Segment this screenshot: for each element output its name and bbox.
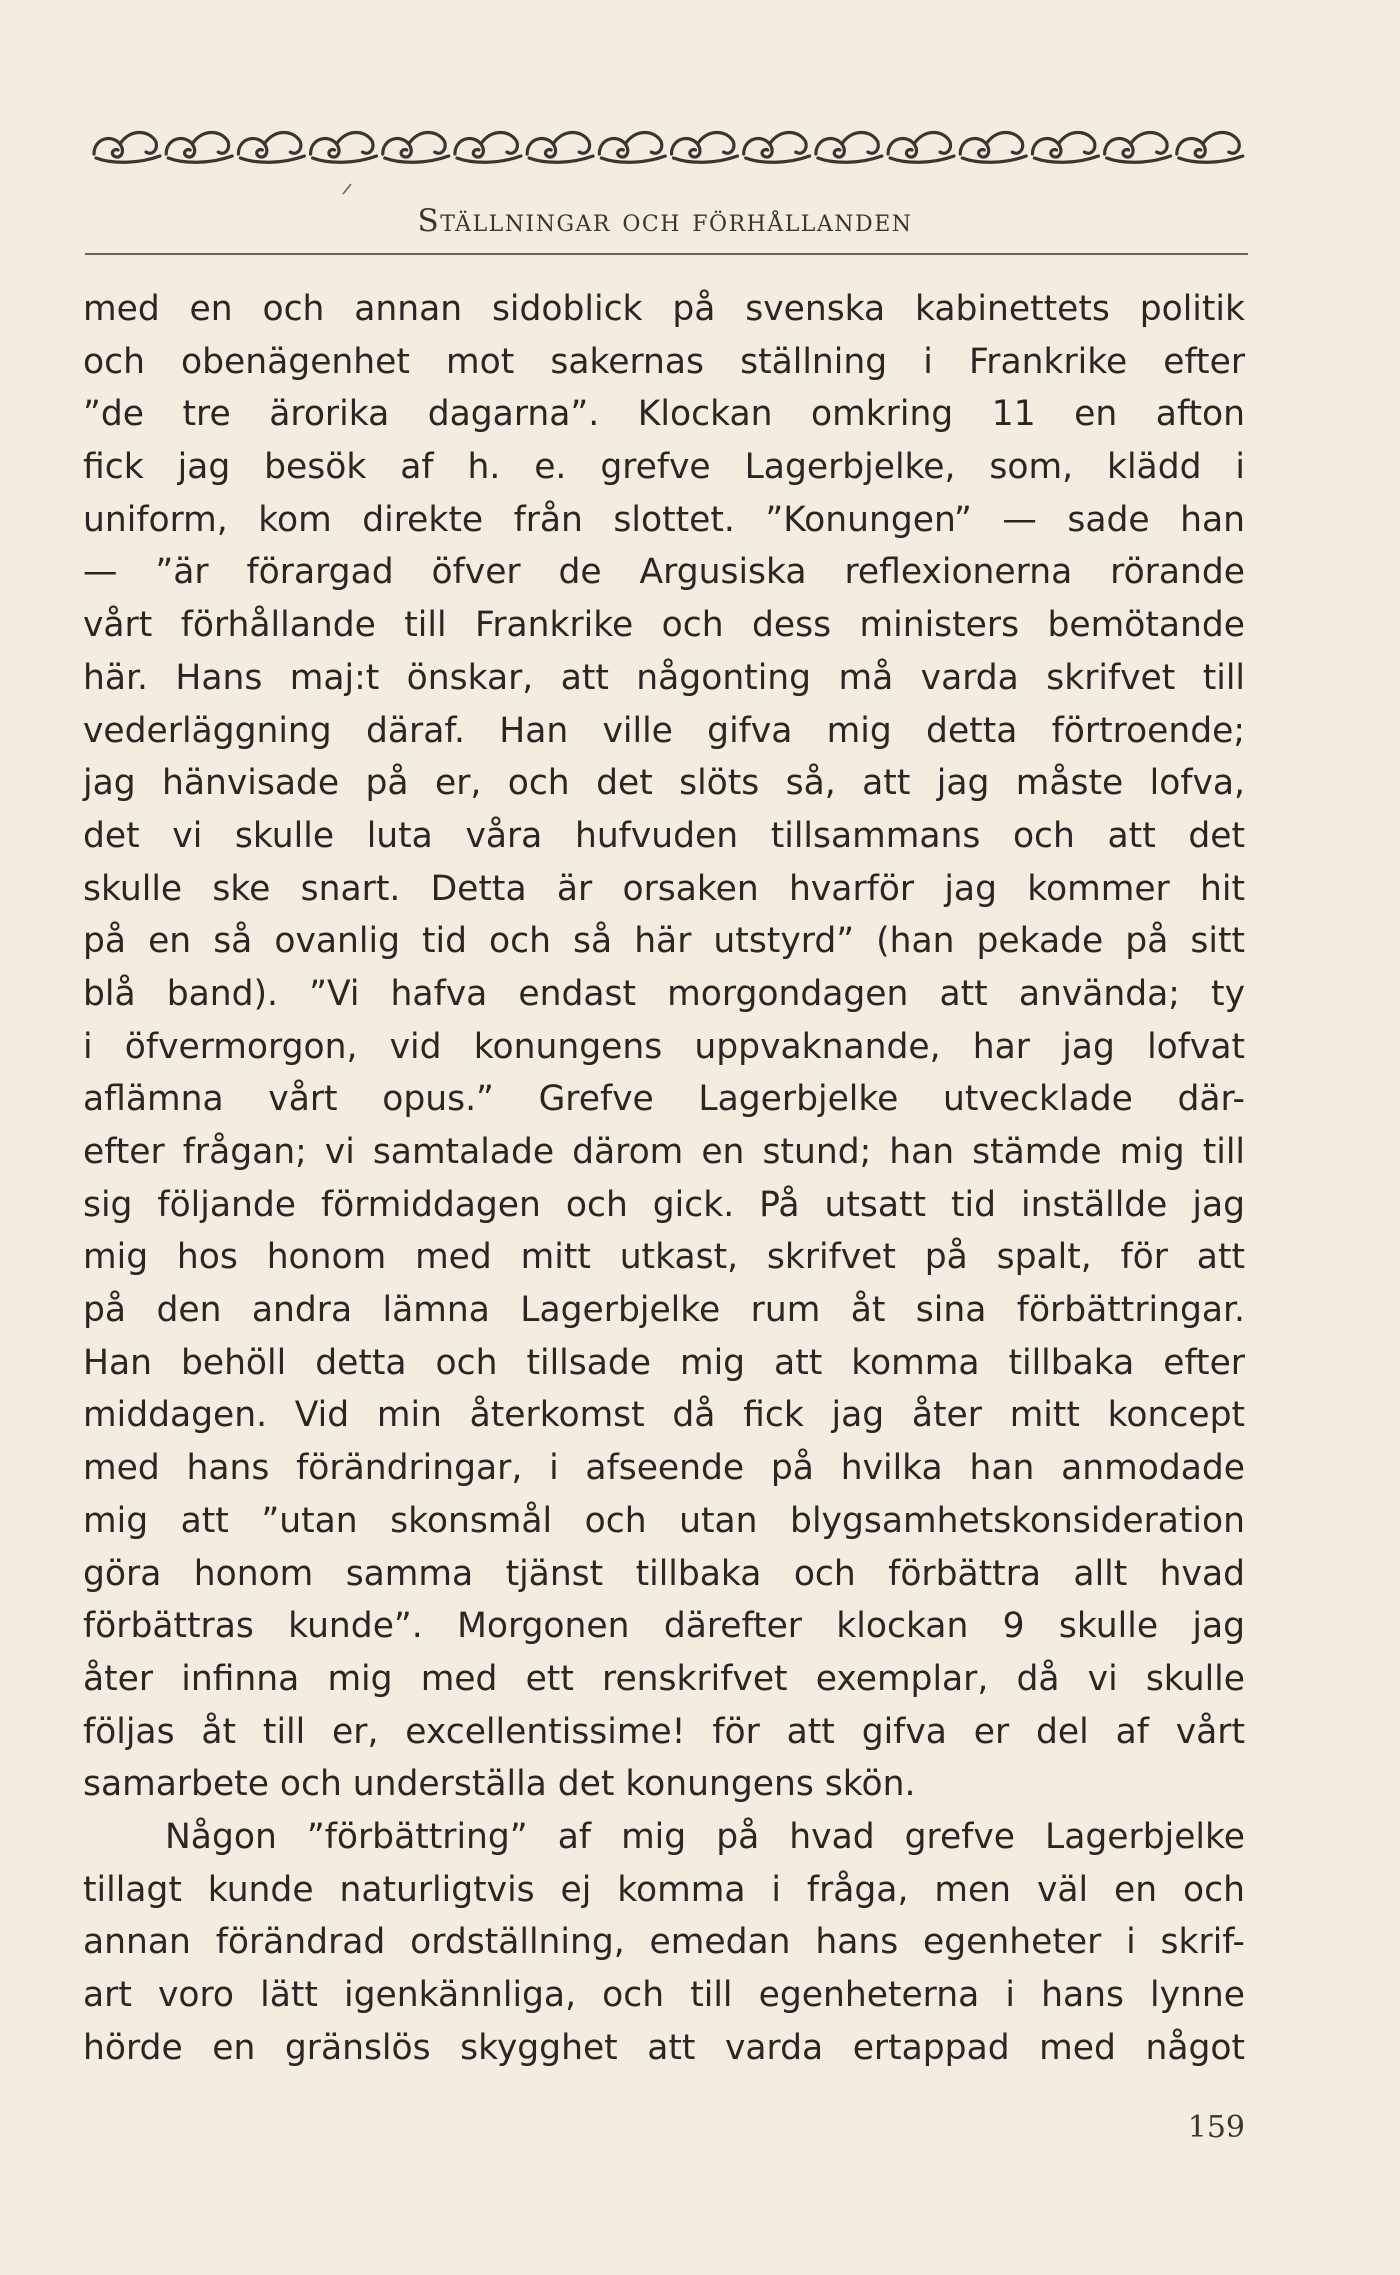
text-line: sig följande förmiddagen och gick. På utsatt tid inställde jag: [83, 1184, 1245, 1225]
scroll-ornament-motif: [1105, 133, 1171, 163]
scroll-ornament-motif: [744, 133, 810, 163]
text-line: mig att ”utan skonsmål och utan blygsamhetskonsideration: [83, 1500, 1245, 1541]
scroll-ornament-motif: [672, 133, 738, 163]
text-line: hörde en gränslös skygghet att varda ertappad med något: [83, 2027, 1245, 2068]
text-line: vårt förhållande till Frankrike och dess ministers bemötande: [83, 605, 1245, 646]
paragraph: [83, 1811, 1245, 2074]
text-line: och obenägenhet mot sakernas ställning i Frankrike efter: [83, 341, 1245, 382]
header-rule: [85, 253, 1248, 255]
text-line: följas åt till er, excellentissime! för att gifva er del af vårt: [83, 1711, 1245, 1752]
scroll-ornament-motif: [960, 133, 1026, 163]
stray-mark-icon: [340, 182, 354, 196]
text-line: uniform, kom direkte från slottet. ”Konungen” — sade han: [83, 499, 1245, 540]
scroll-ornament-motif: [599, 133, 665, 163]
text-line: vederläggning däraf. Han ville gifva mig detta förtroende;: [83, 710, 1245, 751]
text-line: åter infinna mig med ett renskrifvet exemplar, då vi skulle: [83, 1658, 1245, 1699]
scroll-ornament-motif: [166, 133, 232, 163]
text-line: det vi skulle luta våra hufvuden tillsammans och att det: [83, 815, 1245, 856]
scroll-ornament-motif: [527, 133, 593, 163]
running-head: [85, 203, 1245, 239]
text-line: — ”är förargad öfver de Argusiska reflexionerna rörande: [83, 552, 1245, 593]
text-line: fick jag besök af h. e. grefve Lagerbjelke, som, klädd i: [83, 447, 1245, 488]
scroll-ornament-motif: [888, 133, 954, 163]
text-line: tillagt kunde naturligtvis ej komma i fråga, men väl en och: [83, 1869, 1245, 1910]
scroll-ornament-motif: [238, 133, 304, 163]
text-line: på en så ovanlig tid och så här utstyrd” (han pekade på sitt: [83, 921, 1245, 962]
scroll-ornament-motif: [816, 133, 882, 163]
text-line: här. Hans maj:t önskar, att någonting må varda skrifvet till: [83, 657, 1245, 698]
page-number: 159: [1187, 2110, 1245, 2145]
text-line: ”de tre ärorika dagarna”. Klockan omkring 11 en afton: [83, 394, 1245, 435]
text-line: i öfvermorgon, vid konungens uppvaknande, har jag lofvat: [83, 1026, 1245, 1067]
scroll-ornament-motif: [383, 133, 449, 163]
text-line: middagen. Vid min återkomst då fick jag åter mitt koncept: [83, 1395, 1245, 1436]
text-line: göra honom samma tjänst tillbaka och förbättra allt hvad: [83, 1553, 1245, 1594]
text-line: aflämna vårt opus.” Grefve Lagerbjelke utvecklade där-: [83, 1079, 1245, 1120]
text-line: art voro lätt igenkännliga, och till egenheterna i hans lynne: [83, 1975, 1245, 2015]
text-line: annan förändrad ordställning, emedan hans egenheter i skrif-: [83, 1922, 1245, 1963]
text-line: på den andra lämna Lagerbjelke rum åt sina förbättringar.: [83, 1290, 1245, 1331]
text-line: jag hänvisade på er, och det slöts så, att jag måste lofva,: [83, 763, 1245, 804]
text-line: förbättras kunde”. Morgonen därefter klockan 9 skulle jag: [83, 1606, 1245, 1647]
scroll-ornament-band: [90, 120, 1245, 172]
text-line: Han behöll detta och tillsade mig att komma tillbaka efter: [83, 1342, 1245, 1383]
text-line: blå band). ”Vi hafva endast morgondagen att använda; ty: [83, 973, 1245, 1014]
body-text: [83, 283, 1245, 2074]
scroll-ornament-motif: [1032, 133, 1098, 163]
text-line: samarbete och underställa det konungens skön.: [83, 1764, 916, 1805]
scroll-ornament-motif: [94, 133, 160, 163]
text-line: skulle ske snart. Detta är orsaken hvarför jag kommer hit: [83, 868, 1245, 909]
scroll-ornament-motif: [311, 133, 377, 163]
text-line: mig hos honom med mitt utkast, skrifvet på spalt, för att: [83, 1237, 1245, 1278]
scroll-ornament-motif: [1177, 133, 1243, 163]
paragraph: [83, 283, 1245, 1811]
text-line: med en och annan sidoblick på svenska kabinettets politik: [83, 289, 1245, 329]
text-line: Någon ”förbättring” af mig på hvad grefve Lagerbjelke: [165, 1816, 1245, 1857]
text-line: efter frågan; vi samtalade därom en stund; han stämde mig till: [83, 1132, 1245, 1172]
running-head-text: Ställningar och förhållanden: [417, 203, 913, 239]
text-line: med hans förändringar, i afseende på hvilka han anmodade: [83, 1448, 1245, 1489]
scroll-ornament-motif: [455, 133, 521, 163]
